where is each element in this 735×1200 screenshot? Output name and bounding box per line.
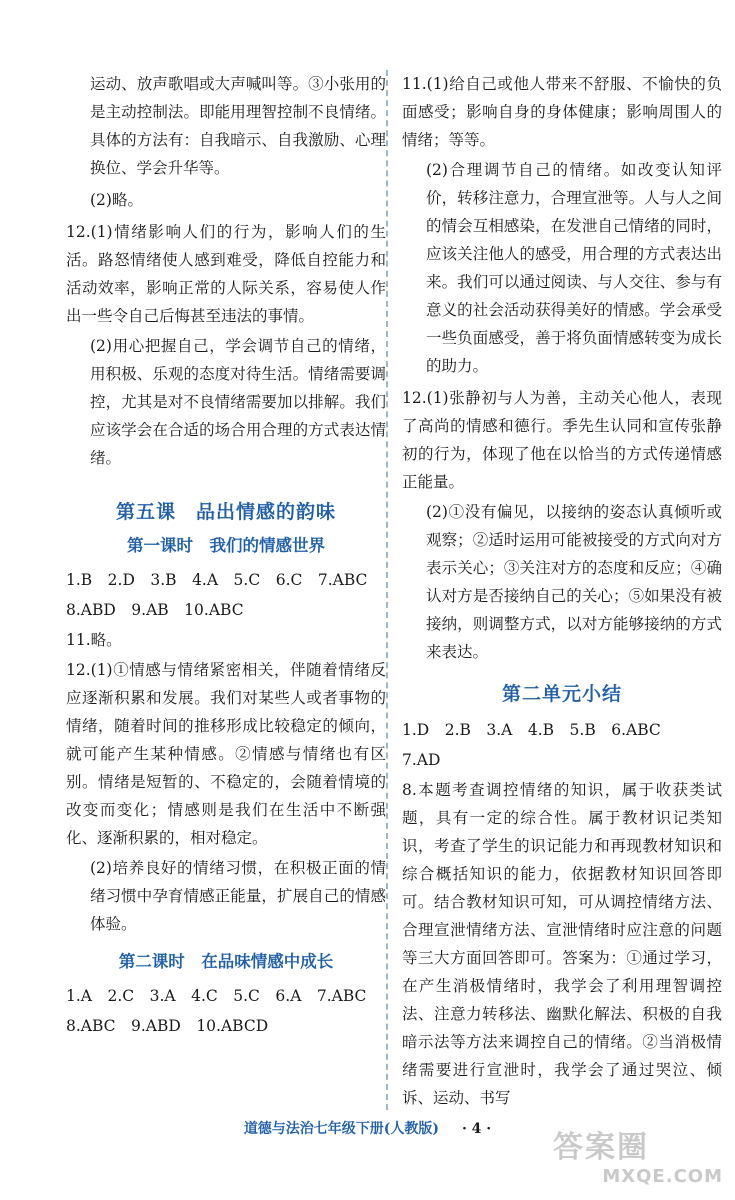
right-column bbox=[402, 70, 722, 1114]
question-12-part-2: (2)用心把握自己，学会调节自己的情绪，用积极、乐观的态度对待生活。情绪需要调控，尤其是对不良情绪需要加以排解。我们应该学会在合适的场合用合理的方式表达情绪。 bbox=[90, 337, 386, 467]
watermark-logo bbox=[553, 1122, 723, 1192]
question-12b-part-2: (2)培养良好的情绪习惯，在积极正面的情绪习惯中孕育情感正能量，扩展自己的情感体验。 bbox=[90, 859, 386, 933]
unit-2-summary-title: 第二单元小结 bbox=[501, 683, 622, 705]
left-column bbox=[66, 70, 386, 1042]
choice-answers-line-4: 8.ABC 9.ABD 10.ABCD bbox=[66, 1017, 269, 1035]
choice-answers-line-3: 1.A 2.C 3.A 4.C 5.C 6.A 7.ABC bbox=[66, 987, 367, 1005]
column-divider bbox=[386, 70, 388, 1110]
page-number: · 4 · bbox=[461, 1121, 492, 1137]
choice-answers-line-1: 1.B 2.D 3.B 4.A 5.C 6.C 7.ABC bbox=[66, 571, 368, 589]
watermark-logo-text: 答案圈 bbox=[553, 1130, 649, 1165]
answer-part-2: (2)略。 bbox=[90, 191, 143, 209]
watermark-url: MXQE.COM bbox=[602, 1166, 723, 1187]
question-11-part-1: 11.(1)给自己或他人带来不舒服、不愉快的负面感受；影响自身的身体健康；影响周围人的情绪；等等。 bbox=[402, 75, 722, 149]
unit-choice-answers-line-2: 7.AD bbox=[402, 751, 441, 769]
unit-choice-answers-line-1: 1.D 2.B 3.A 4.B 5.B 6.ABC bbox=[402, 721, 661, 739]
question-12-part-1: 12.(1)情绪影响人们的行为，影响人们的生活。路怒情绪使人感到难受，降低自控能力和活动效率，影响正常的人际关系，容易使人作出一些令自己后悔甚至违法的事情。 bbox=[66, 223, 386, 325]
book-title: 道德与法治七年级下册(人教版) bbox=[243, 1121, 440, 1137]
question-11-part-2: (2)合理调节自己的情绪。如改变认知评价，转移注意力，合理宣泄等。人与人之间的情会互相感染，在发泄自己情绪的同时，应该关注他人的感受，用合理的方式表达出来。我们可以通过阅读、与人交往、参与有意义的社会活动获得美好的情感。学会承受一些负面感受，善于将负面情感转变为成长的助力。 bbox=[426, 161, 722, 375]
question-12-part-2-right: (2)①没有偏见，以接纳的姿态认真倾听或观察；②适时运用可能被接受的方式向对方表示关心；③关注对方的态度和反应；④确认对方是否接纳自己的关心；⑤如果没有被接纳，则调整方式，以对方能够接纳的方式来表达。 bbox=[426, 503, 722, 661]
lesson-5-title: 第五课 品出情感的韵味 bbox=[115, 501, 336, 523]
question-12-part-1-right: 12.(1)张静初与人为善，主动关心他人，表现了高尚的情感和德行。季先生认同和宣传张静初的行为，体现了他在以恰当的方式传递情感正能量。 bbox=[402, 389, 722, 491]
question-11: 11.略。 bbox=[66, 631, 122, 649]
lesson-5-period-2-title: 第二课时 在品味情感中成长 bbox=[118, 952, 334, 971]
question-8: 8.本题考查调控情绪的知识，属于收获类试题，具有一定的综合性。属于教材识记类知识，考查了学生的识记能力和再现教材知识和综合概括知识的能力，依据教材知识回答即可。结合教材知识可知，可从调控情绪方法、合理宣泄情绪方法、宣泄情绪时应注意的问题等三大方面回答即可。答案为：①通过学习，在产生消极情绪时，我学会了利用理智调控法、注意力转移法、幽默化解法、积极的自我暗示法等方法来调控自己的情绪。②当消极情绪需要进行宣泄时，我学会了通过哭泣、倾诉、运动、书写 bbox=[402, 781, 722, 1107]
answer-continuation: 运动、放声歌唱或大声喊叫等。③小张用的是主动控制法。即能用理智控制不良情绪。具体的方法有：自我暗示、自我激励、心理换位、学会升华等。 bbox=[90, 75, 386, 177]
lesson-5-period-1-title: 第一课时 我们的情感世界 bbox=[127, 536, 325, 555]
choice-answers-line-2: 8.ABD 9.AB 10.ABC bbox=[66, 601, 244, 619]
question-12b-part-1: 12.(1)①情感与情绪紧密相关，伴随着情绪反应逐渐积累和发展。我们对某些人或者事物的情绪，随着时间的推移形成比较稳定的倾向，就可能产生某种情感。②情感与情绪也有区别。情绪是短暂的、不稳定的，会随着情境的改变而变化；情感则是我们在生活中不断强化、逐渐积累的，相对稳定。 bbox=[66, 661, 386, 847]
